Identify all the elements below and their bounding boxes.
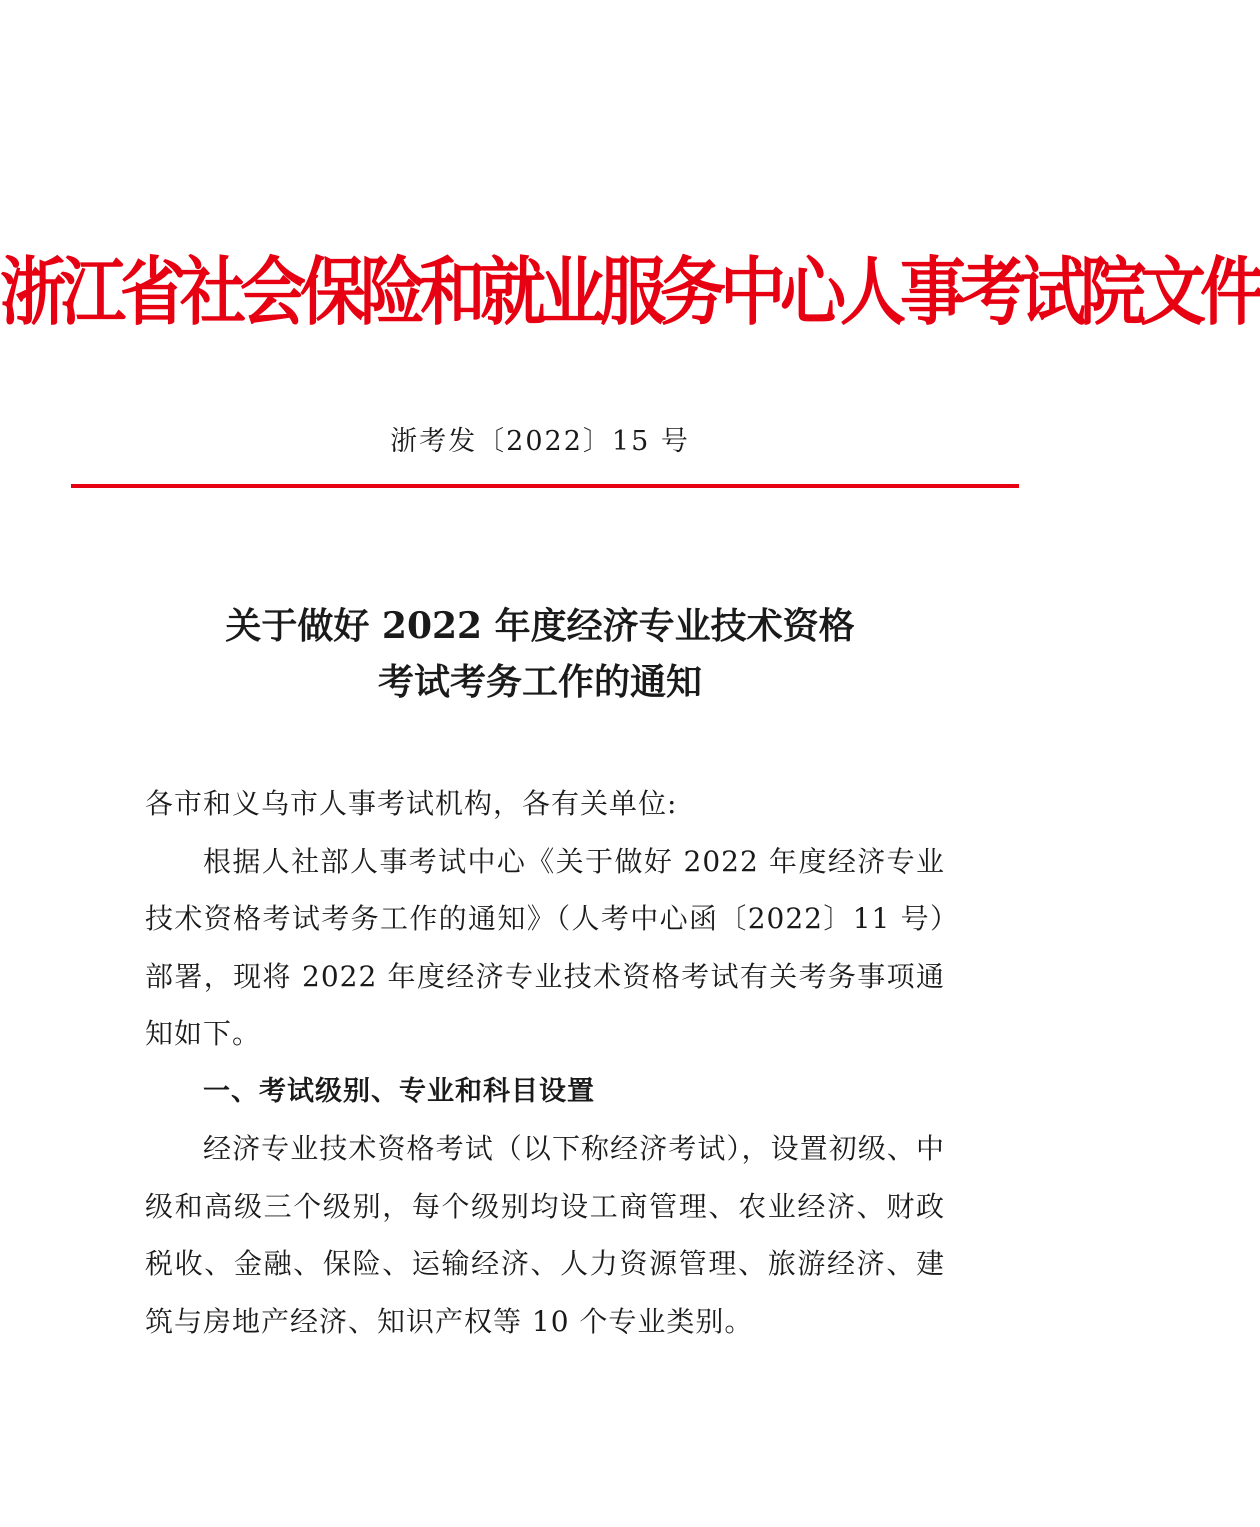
document-title-line-1: 关于做好 2022 年度经济专业技术资格: [225, 605, 855, 647]
issuing-organization-header: 浙江省社会保险和就业服务中心人事考试院文件: [0, 249, 1260, 336]
body-paragraph-intro: 根据人社部人事考试中心《关于做好 2022 年度经济专业技术资格考试考务工作的通知》（人考中心函〔2022〕11 号）部署，现将 2022 年度经济专业技术资格考试有关考务事项通知如下。: [145, 844, 945, 1050]
salutation: 各市和义乌市人事考试机构，各有关单位:: [145, 787, 678, 820]
document-number: 浙考发〔2022〕15 号: [390, 426, 690, 457]
red-separator-line: [71, 484, 1019, 488]
body-paragraph-exam-levels: 经济专业技术资格考试（以下称经济考试），设置初级、中级和高级三个级别，每个级别均设工商管理、农业经济、财政税收、金融、保险、运输经济、人力资源管理、旅游经济、建筑与房地产经济、知识产权等 10 个专业类别。: [145, 1132, 945, 1338]
document-title-line-2: 考试考务工作的通知: [377, 661, 702, 703]
document-body: [145, 775, 945, 1350]
section-heading-1: 一、考试级别、专业和科目设置: [203, 1075, 595, 1107]
document-title: [0, 598, 1080, 710]
